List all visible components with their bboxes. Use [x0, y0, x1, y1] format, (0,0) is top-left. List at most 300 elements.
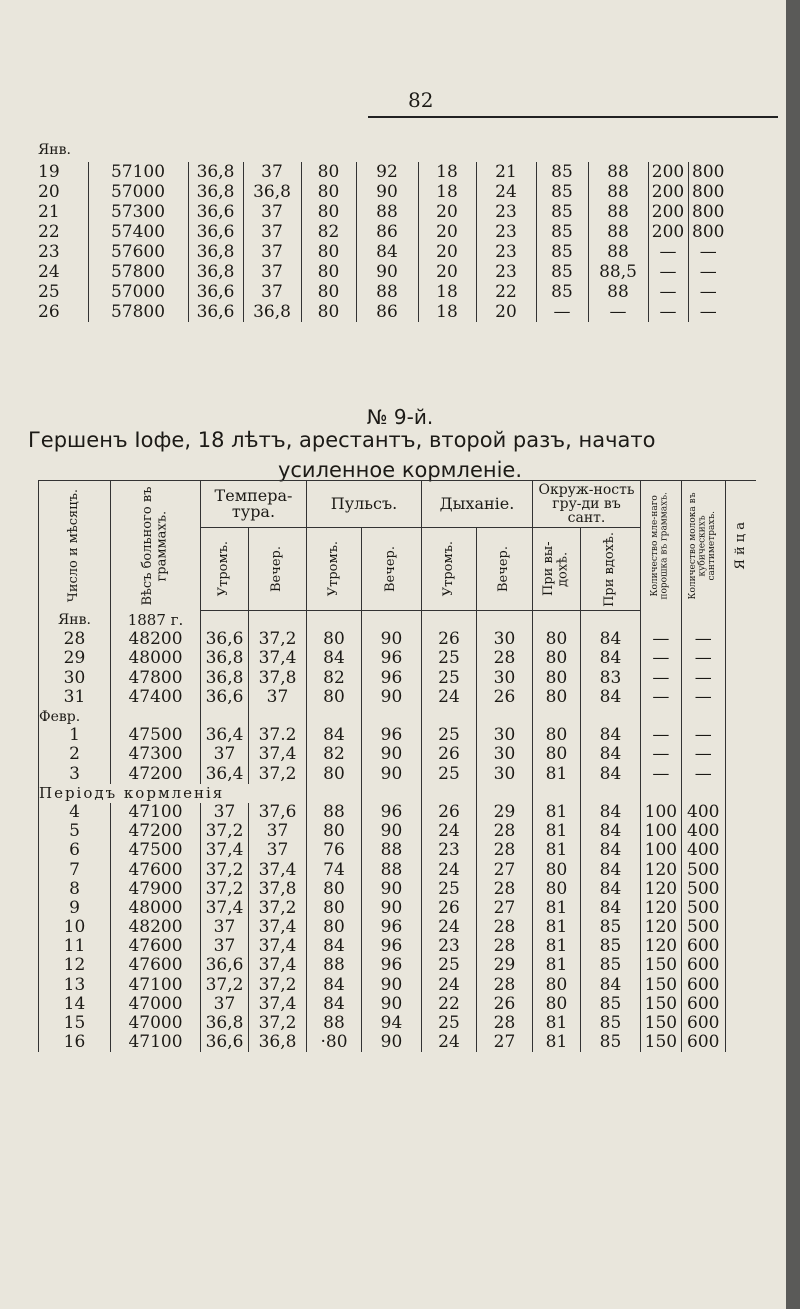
cell-p_m: 80 — [301, 262, 356, 282]
cell-c_in: 88,5 — [588, 262, 648, 282]
cell-r_m: 18 — [418, 282, 476, 302]
cell-r_m: 26 — [422, 803, 477, 822]
cell-day: 29 — [39, 649, 111, 668]
cell-r_e: 30 — [477, 745, 533, 764]
cell-p_e: 88 — [356, 202, 418, 222]
header-chest-exhale: При вы-дохѣ. — [533, 528, 581, 611]
cell-p_m: 80 — [307, 688, 362, 707]
cell-t_e: 36,8 — [243, 302, 301, 322]
cell-r_m: 24 — [422, 976, 477, 995]
cell-r_e: 28 — [477, 841, 533, 860]
cell-p_e: 88 — [362, 841, 422, 860]
cell-p_e: 90 — [362, 688, 422, 707]
table-row — [39, 995, 757, 1014]
cell-r_e: 23 — [476, 222, 536, 242]
case-number: № 9-й. — [366, 405, 434, 429]
cell-milk: 120 — [641, 918, 682, 937]
cell-t_m: 36,8 — [201, 1014, 249, 1033]
cell-t_m: 37 — [201, 803, 249, 822]
cell-kumis: 400 — [681, 841, 725, 860]
cell-r_e: 29 — [477, 803, 533, 822]
cell-p_e: 90 — [362, 630, 422, 649]
cell-milk: — — [641, 688, 682, 707]
cell-p_m: 80 — [301, 302, 356, 322]
cell-t_e: 36,8 — [243, 182, 301, 202]
cell-r_m: 25 — [422, 880, 477, 899]
cell-p_e: 96 — [362, 937, 422, 956]
cell-weight: 47900 — [111, 880, 201, 899]
table-continuation — [38, 142, 728, 322]
cell-t_e: 37,4 — [249, 918, 307, 937]
cell-c_in: 88 — [588, 282, 648, 302]
cell-day: 24 — [38, 261, 60, 282]
cell-p_e: 92 — [356, 162, 418, 182]
cell-day: 10 — [39, 918, 111, 937]
cell-p_e: 90 — [362, 822, 422, 841]
cell-weight: 57100 — [88, 162, 188, 182]
cell-r_m: 24 — [422, 688, 477, 707]
cell-weight: 47600 — [111, 937, 201, 956]
cell-t_m: 36,6 — [201, 688, 249, 707]
feb-label: Февр. — [39, 707, 111, 726]
cell-weight: 47600 — [111, 956, 201, 975]
cell-t_e: 36,8 — [249, 1033, 307, 1052]
cell-c_in: — — [588, 302, 648, 322]
cell-t_m: 37,2 — [201, 976, 249, 995]
cell-t_e: 37,4 — [249, 745, 307, 764]
cell-c_in: 84 — [581, 860, 641, 879]
cell-kumis: — — [681, 765, 725, 784]
cell-r_e: 28 — [477, 918, 533, 937]
cell-c_in: 84 — [581, 630, 641, 649]
table-row — [38, 302, 728, 322]
cell-c_out: 80 — [533, 745, 581, 764]
cell-c_out: 81 — [533, 956, 581, 975]
cell-p_m: 80 — [307, 630, 362, 649]
top-rule — [368, 116, 778, 118]
cell-milk: — — [641, 726, 682, 745]
table-row — [39, 630, 757, 649]
cell-day: 28 — [39, 630, 111, 649]
cell-t_e: 37 — [249, 688, 307, 707]
cell-p_e: 86 — [356, 222, 418, 242]
table-row — [38, 222, 728, 242]
year-label: 1887 г. — [111, 611, 201, 631]
cell-c_in: 84 — [581, 649, 641, 668]
cell-weight: 57000 — [88, 182, 188, 202]
cell-r_m: 22 — [422, 995, 477, 1014]
cell-t_m: 36,6 — [188, 302, 243, 322]
table-row — [39, 860, 757, 879]
cell-c_out: 81 — [533, 765, 581, 784]
cell-day: 5 — [39, 822, 111, 841]
cell-day: 25 — [38, 281, 60, 302]
cell-c_in: 85 — [581, 1014, 641, 1033]
cell-kumis: 600 — [681, 995, 725, 1014]
table-row — [39, 1033, 757, 1052]
cell-p_m: 80 — [307, 899, 362, 918]
cell-c_in: 84 — [581, 765, 641, 784]
cell-p_m: 80 — [301, 202, 356, 222]
cell-weight: 47100 — [111, 1033, 201, 1052]
cell-p_m: 88 — [307, 956, 362, 975]
header-kumis: Количество молока въ кубическихъ сантиметрахъ. — [681, 481, 725, 611]
cell-day: 15 — [39, 1014, 111, 1033]
cell-t_e: 37,2 — [249, 630, 307, 649]
cell-r_m: 24 — [422, 1033, 477, 1052]
header-pulse-evening: Вечер. — [362, 528, 422, 611]
cell-kumis: 600 — [681, 937, 725, 956]
cell-day: 9 — [39, 899, 111, 918]
cell-p_e: 96 — [362, 669, 422, 688]
cell-r_m: 20 — [418, 222, 476, 242]
cell-day: 22 — [38, 221, 60, 242]
cell-t_e: 37,2 — [249, 765, 307, 784]
cell-kumis: — — [681, 745, 725, 764]
cell-kumis: — — [688, 242, 728, 262]
table-row — [38, 242, 728, 262]
cell-r_m: 25 — [422, 956, 477, 975]
cell-r_m: 26 — [422, 899, 477, 918]
table-row — [39, 745, 757, 764]
cell-p_e: 94 — [362, 1014, 422, 1033]
cell-r_e: 28 — [477, 822, 533, 841]
cell-weight: 47000 — [111, 1014, 201, 1033]
cell-c_out: 85 — [536, 162, 588, 182]
cell-p_m: 84 — [307, 937, 362, 956]
cell-day: 14 — [39, 995, 111, 1014]
cell-kumis: 800 — [688, 202, 728, 222]
table-row — [39, 688, 757, 707]
cell-t_m: 36,6 — [188, 202, 243, 222]
cell-c_in: 85 — [581, 956, 641, 975]
cell-t_m: 37,4 — [201, 899, 249, 918]
cell-t_m: 37,2 — [201, 822, 249, 841]
cell-r_e: 28 — [477, 937, 533, 956]
cell-weight: 57800 — [88, 262, 188, 282]
cell-kumis: 600 — [681, 1014, 725, 1033]
cell-c_in: 88 — [588, 182, 648, 202]
cell-kumis: 500 — [681, 899, 725, 918]
cell-t_m: 36,6 — [201, 1033, 249, 1052]
cell-day: 11 — [39, 937, 111, 956]
cell-c_out: 80 — [533, 688, 581, 707]
cell-t_e: 37,4 — [249, 937, 307, 956]
cell-r_m: 25 — [422, 765, 477, 784]
table-row — [39, 880, 757, 899]
cell-c_out: 81 — [533, 1033, 581, 1052]
cell-p_m: 76 — [307, 841, 362, 860]
cell-p_m: 80 — [307, 765, 362, 784]
header-milk-powder: Количество мле-наго порошка въ граммахъ. — [641, 481, 682, 611]
cell-t_e: 37,8 — [249, 880, 307, 899]
table-row — [39, 822, 757, 841]
cell-c_in: 83 — [581, 669, 641, 688]
cell-t_e: 37 — [249, 822, 307, 841]
table-row — [39, 899, 757, 918]
cell-milk: 200 — [648, 222, 688, 242]
cell-r_m: 18 — [418, 182, 476, 202]
table-row — [38, 262, 728, 282]
cell-weight: 57300 — [88, 202, 188, 222]
cell-p_m: 80 — [307, 918, 362, 937]
header-temp-morning: Утромъ. — [201, 528, 249, 611]
cell-day: 30 — [39, 669, 111, 688]
cell-milk: 120 — [641, 880, 682, 899]
cell-c_out: 80 — [533, 995, 581, 1014]
table-row — [39, 976, 757, 995]
cell-c_in: 88 — [588, 222, 648, 242]
cell-p_e: 90 — [362, 880, 422, 899]
cell-t_m: 37 — [201, 745, 249, 764]
cell-c_out: 85 — [536, 262, 588, 282]
cell-c_in: 84 — [581, 726, 641, 745]
cell-day: 31 — [39, 688, 111, 707]
header-resp-morning: Утромъ. — [422, 528, 477, 611]
cell-p_m: 80 — [301, 282, 356, 302]
cell-day: 13 — [39, 976, 111, 995]
cell-weight: 48200 — [111, 918, 201, 937]
cell-p_m: 80 — [307, 822, 362, 841]
cell-t_e: 37,4 — [249, 860, 307, 879]
cell-kumis: — — [681, 726, 725, 745]
cell-t_e: 37.2 — [249, 726, 307, 745]
cell-t_e: 37 — [243, 222, 301, 242]
cell-milk: — — [641, 649, 682, 668]
cell-milk: 200 — [648, 182, 688, 202]
cell-kumis: — — [681, 669, 725, 688]
cell-c_out: — — [536, 302, 588, 322]
cell-p_m: 88 — [307, 803, 362, 822]
cell-c_out: 81 — [533, 841, 581, 860]
cell-p_m: 88 — [307, 1014, 362, 1033]
cell-r_e: 23 — [476, 242, 536, 262]
cell-t_e: 37,8 — [249, 669, 307, 688]
cell-kumis: 800 — [688, 222, 728, 242]
table-row — [39, 726, 757, 745]
cell-c_in: 84 — [581, 841, 641, 860]
observation-table — [38, 480, 756, 1052]
cell-t_m: 36,8 — [188, 262, 243, 282]
cell-p_e: 96 — [362, 649, 422, 668]
cell-c_out: 81 — [533, 918, 581, 937]
cell-c_in: 84 — [581, 803, 641, 822]
cell-kumis: 500 — [681, 860, 725, 879]
cell-weight: 47200 — [111, 822, 201, 841]
cell-t_m: 36,6 — [188, 282, 243, 302]
cell-r_e: 23 — [476, 202, 536, 222]
cell-c_out: 81 — [533, 899, 581, 918]
cell-milk: — — [641, 745, 682, 764]
cell-r_e: 30 — [477, 630, 533, 649]
cell-r_e: 23 — [476, 262, 536, 282]
table-row — [38, 182, 728, 202]
cell-t_e: 37 — [249, 841, 307, 860]
cell-t_m: 36,6 — [201, 630, 249, 649]
cell-milk: — — [648, 242, 688, 262]
cell-r_e: 28 — [477, 976, 533, 995]
table-row — [39, 765, 757, 784]
cell-kumis: — — [681, 630, 725, 649]
cell-kumis: 500 — [681, 918, 725, 937]
cell-r_e: 28 — [477, 1014, 533, 1033]
cell-p_m: 84 — [307, 649, 362, 668]
cell-p_m: 84 — [307, 976, 362, 995]
cell-t_e: 37,4 — [249, 649, 307, 668]
cell-weight: 47500 — [111, 841, 201, 860]
header-temperature: Темпера-тура. — [201, 481, 307, 528]
cell-milk: 150 — [641, 976, 682, 995]
table-row-labels — [39, 611, 757, 631]
cell-r_m: 25 — [422, 649, 477, 668]
cell-milk: 150 — [641, 995, 682, 1014]
table-row — [39, 1014, 757, 1033]
cell-weight: 57800 — [88, 302, 188, 322]
cell-milk: 120 — [641, 860, 682, 879]
cell-kumis: 600 — [681, 1033, 725, 1052]
header-temp-evening: Вечер. — [249, 528, 307, 611]
cell-kumis: — — [688, 302, 728, 322]
cell-c_in: 85 — [581, 1033, 641, 1052]
cell-p_e: 90 — [362, 995, 422, 1014]
cell-t_m: 36,4 — [201, 726, 249, 745]
cell-t_m: 37 — [201, 937, 249, 956]
cell-p_e: 90 — [362, 899, 422, 918]
cell-weight: 47100 — [111, 976, 201, 995]
cell-p_e: 96 — [362, 918, 422, 937]
cell-day: 12 — [39, 956, 111, 975]
cell-kumis: 600 — [681, 956, 725, 975]
cell-r_e: 30 — [477, 765, 533, 784]
cell-milk: 150 — [641, 1014, 682, 1033]
cell-c_out: 81 — [533, 937, 581, 956]
cell-r_m: 20 — [418, 202, 476, 222]
cell-kumis: — — [681, 649, 725, 668]
cell-p_e: 90 — [362, 1033, 422, 1052]
cell-t_e: 37 — [243, 282, 301, 302]
cell-day: 1 — [39, 726, 111, 745]
cell-milk: — — [641, 669, 682, 688]
cell-c_in: 85 — [581, 918, 641, 937]
cell-day: 23 — [38, 241, 60, 262]
cell-t_e: 37 — [243, 162, 301, 182]
cell-kumis: — — [688, 282, 728, 302]
cell-weight: 47600 — [111, 860, 201, 879]
cell-r_m: 24 — [422, 822, 477, 841]
cell-r_m: 18 — [418, 302, 476, 322]
cell-c_out: 80 — [533, 649, 581, 668]
cell-c_in: 88 — [588, 162, 648, 182]
cell-p_e: 90 — [356, 262, 418, 282]
cell-p_e: 90 — [356, 182, 418, 202]
table-row — [38, 202, 728, 222]
cell-r_e: 30 — [477, 726, 533, 745]
cell-t_m: 37 — [201, 918, 249, 937]
cell-weight: 47300 — [111, 745, 201, 764]
table-row — [39, 956, 757, 975]
cell-r_e: 27 — [477, 899, 533, 918]
cell-t_e: 37,2 — [249, 976, 307, 995]
cell-c_in: 84 — [581, 745, 641, 764]
cell-weight: 47000 — [111, 995, 201, 1014]
cell-p_m: 80 — [301, 162, 356, 182]
cell-weight: 57000 — [88, 282, 188, 302]
cell-r_e: 28 — [477, 880, 533, 899]
cell-t_m: 36,6 — [201, 956, 249, 975]
cell-weight: 47200 — [111, 765, 201, 784]
table-row — [39, 841, 757, 860]
cell-r_m: 23 — [422, 937, 477, 956]
cell-t_m: 37,2 — [201, 860, 249, 879]
cell-weight: 57400 — [88, 222, 188, 242]
cell-weight: 47500 — [111, 726, 201, 745]
table-row — [38, 282, 728, 302]
cell-kumis: 600 — [681, 976, 725, 995]
header-respiration: Дыханіе. — [422, 481, 533, 528]
cell-c_out: 80 — [533, 860, 581, 879]
cell-c_out: 85 — [536, 202, 588, 222]
cell-weight: 47400 — [111, 688, 201, 707]
cell-r_m: 23 — [422, 841, 477, 860]
cell-milk: — — [648, 282, 688, 302]
header-weight: Вѣсъ больного въ граммахъ. — [111, 481, 201, 611]
cell-t_e: 37 — [243, 262, 301, 282]
cell-day: 3 — [39, 765, 111, 784]
cell-r_m: 24 — [422, 860, 477, 879]
cell-weight: 48000 — [111, 899, 201, 918]
cell-t_m: 37,2 — [201, 880, 249, 899]
cell-c_in: 84 — [581, 688, 641, 707]
cell-milk: 200 — [648, 202, 688, 222]
cell-milk: — — [641, 765, 682, 784]
cell-kumis: — — [688, 262, 728, 282]
cell-r_m: 25 — [422, 669, 477, 688]
cell-t_e: 37,4 — [249, 995, 307, 1014]
cell-day: 6 — [39, 841, 111, 860]
cell-t_m: 37,4 — [201, 841, 249, 860]
cell-c_out: 80 — [533, 669, 581, 688]
cell-r_m: 26 — [422, 630, 477, 649]
month-label: Янв. — [38, 142, 71, 158]
cell-p_e: 88 — [356, 282, 418, 302]
cell-r_m: 25 — [422, 1014, 477, 1033]
table-row — [38, 162, 728, 182]
header-eggs: Я й ц а — [725, 481, 756, 611]
cell-weight: 48000 — [111, 649, 201, 668]
cell-t_e: 37,2 — [249, 899, 307, 918]
cell-t_e: 37 — [243, 242, 301, 262]
cell-r_e: 30 — [477, 669, 533, 688]
cell-c_out: 81 — [533, 803, 581, 822]
cell-p_m: 82 — [301, 222, 356, 242]
header-pulse-morning: Утромъ. — [307, 528, 362, 611]
cell-day: 20 — [38, 181, 60, 202]
cell-t_m: 36,8 — [188, 182, 243, 202]
cell-p_m: ·80 — [307, 1033, 362, 1052]
cell-r_e: 20 — [476, 302, 536, 322]
cell-p_m: 80 — [301, 242, 356, 262]
cell-kumis: 400 — [681, 803, 725, 822]
cell-c_out: 85 — [536, 182, 588, 202]
cell-r_e: 22 — [476, 282, 536, 302]
cell-c_in: 84 — [581, 976, 641, 995]
cell-p_e: 96 — [362, 803, 422, 822]
header-pulse: Пульсъ. — [307, 481, 422, 528]
cell-p_e: 88 — [362, 860, 422, 879]
cell-c_out: 80 — [533, 630, 581, 649]
cell-r_e: 29 — [477, 956, 533, 975]
cell-day: 16 — [39, 1033, 111, 1052]
